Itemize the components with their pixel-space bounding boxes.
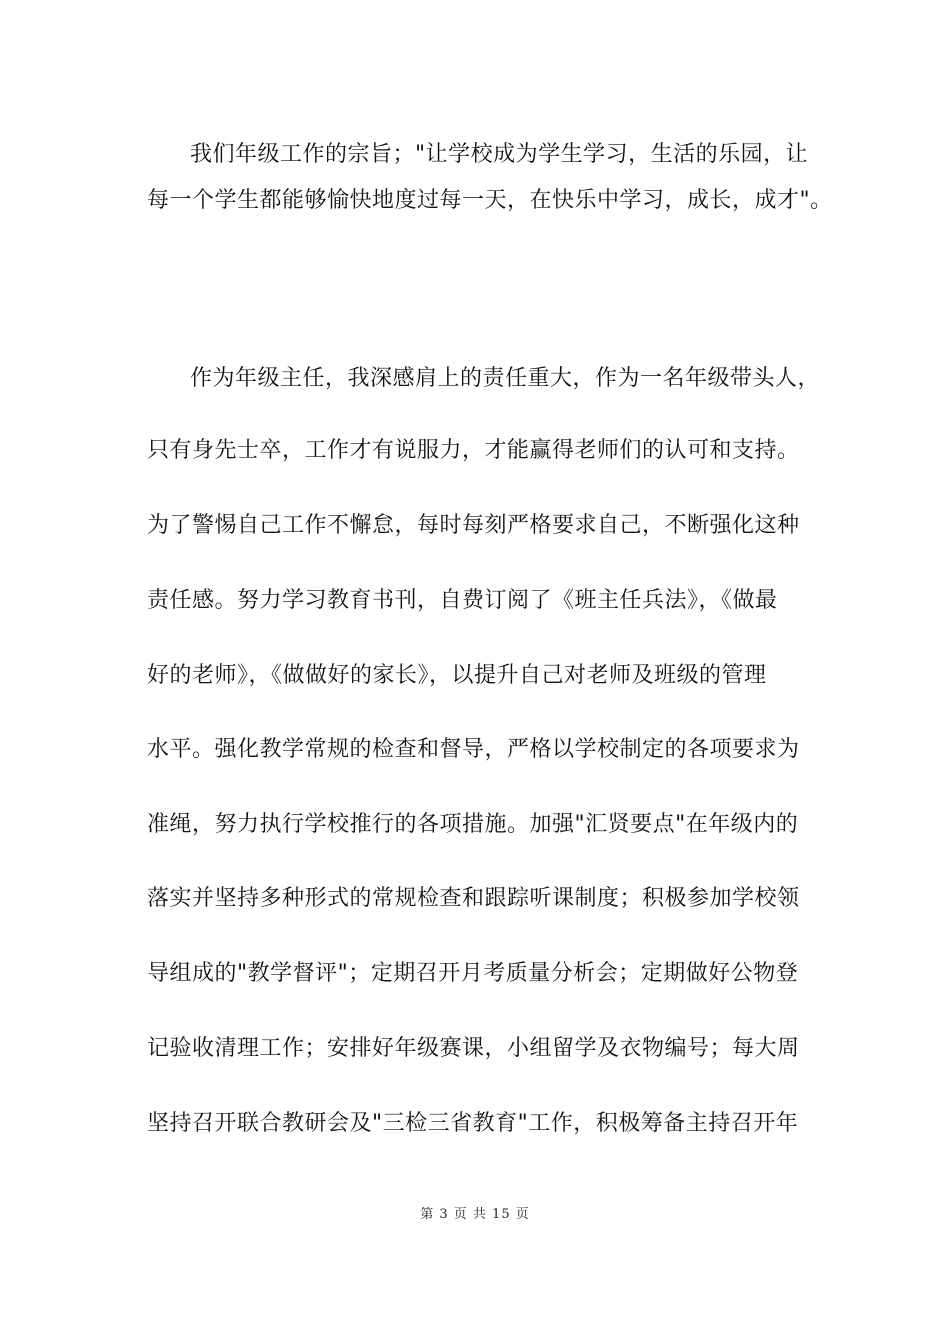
paragraph-2-line-1: 作为年级主任，我深感肩上的责任重大，作为一名年级带头人， bbox=[190, 366, 821, 391]
paragraph-1-line-1: 我们年级工作的宗旨；"让学校成为学生学习，生活的乐园，让 bbox=[190, 142, 809, 167]
paragraph-2-line-2: 只有身先士卒，工作才有说服力，才能赢得老师们的认可和支持。 bbox=[147, 438, 800, 463]
page-number-footer: 第 3 页 共 15 页 bbox=[420, 1207, 530, 1222]
paragraph-2-line-10: 记验收清理工作；安排好年级赛课，小组留学及衣物编号；每大周 bbox=[147, 1036, 800, 1061]
paragraph-2-line-6: 水平。强化教学常规的检查和督导，严格以学校制定的各项要求为 bbox=[147, 737, 800, 762]
paragraph-2-line-5: 好的老师》，《做做好的家长》，以提升自己对老师及班级的管理 bbox=[147, 663, 767, 688]
paragraph-2-line-7: 准绳，努力执行学校推行的各项措施。加强"汇贤要点"在年级内的 bbox=[147, 812, 799, 837]
paragraph-2-line-9: 导组成的"教学督评"；定期召开月考质量分析会；定期做好公物登 bbox=[147, 961, 799, 986]
paragraph-2-line-3: 为了警惕自己工作不懈怠，每时每刻严格要求自己，不断强化这种 bbox=[147, 513, 800, 538]
paragraph-2-line-4: 责任感。努力学习教育书刊，自费订阅了《班主任兵法》，《做最 bbox=[147, 588, 778, 613]
paragraph-1-line-2: 每一个学生都能够愉快地度过每一天，在快乐中学习，成长，成才"。 bbox=[147, 188, 833, 213]
paragraph-2-line-8: 落实并坚持多种形式的常规检查和跟踪听课制度；积极参加学校领 bbox=[147, 886, 800, 911]
paragraph-2-line-11: 坚持召开联合教研会及"三检三省教育"工作，积极筹备主持召开年 bbox=[147, 1111, 799, 1136]
